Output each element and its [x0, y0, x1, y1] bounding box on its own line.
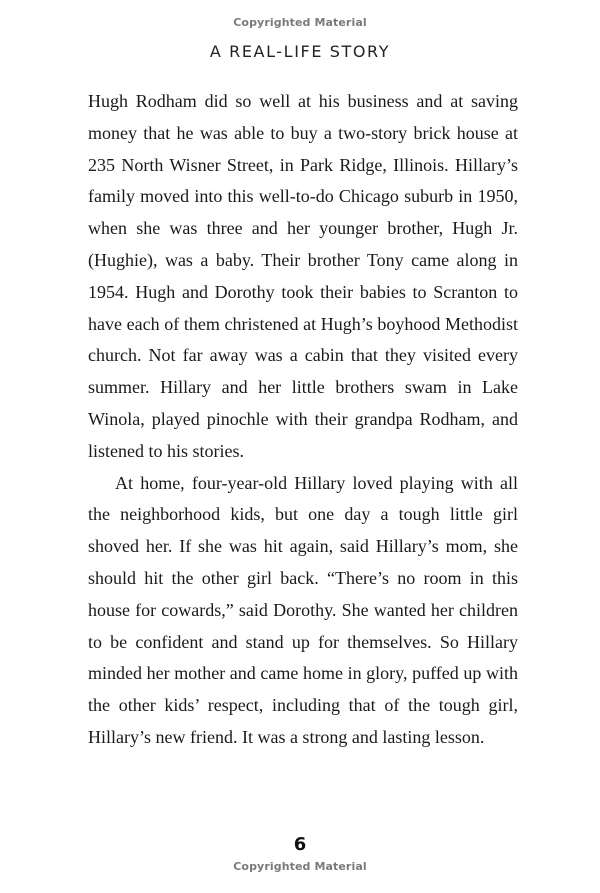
paragraph-2: At home, four-year-old Hillary loved playing with all the neighborhood kids, but one day a tough little girl shoved her. If she was hit again, said Hillary’s mom, she should hit the other girl back. “There’s no room in this house for cowards,” said Dorothy. She wanted her children to be confident and stand up for themselves. So Hillary minded her mother and came home in glory, puffed up with the other kids’ respect, including that of the tough girl, Hillary’s new friend. It was a strong and lasting lesson. — [88, 472, 518, 747]
paragraph-1: Hugh Rodham did so well at his business and at saving money that he was able to buy a two-story brick house at 235 North Wisner Street, in Park Ridge, Illinois. Hillary’s family moved into this well-to-do Chicago suburb in 1950, when she was three and her younger brother, Hugh Jr. (Hughie), was a baby. Their brother Tony came along in 1954. Hugh and Dorothy took their babies to Scranton to have each of them christened at Hugh’s boyhood Methodist church. Not far away was a cabin that they visited every summer. Hillary and her little brothers swam in Lake Winola, played pinochle with their grandpa Rodham, and listened to his stories. — [88, 91, 518, 461]
copyright-watermark-top: Copyrighted Material — [233, 16, 367, 29]
running-head: A REAL-LIFE STORY — [209, 42, 391, 61]
copyright-watermark-bottom: Copyrighted Material — [233, 860, 367, 873]
page-number: 6 — [293, 834, 307, 855]
body-text — [88, 86, 518, 754]
